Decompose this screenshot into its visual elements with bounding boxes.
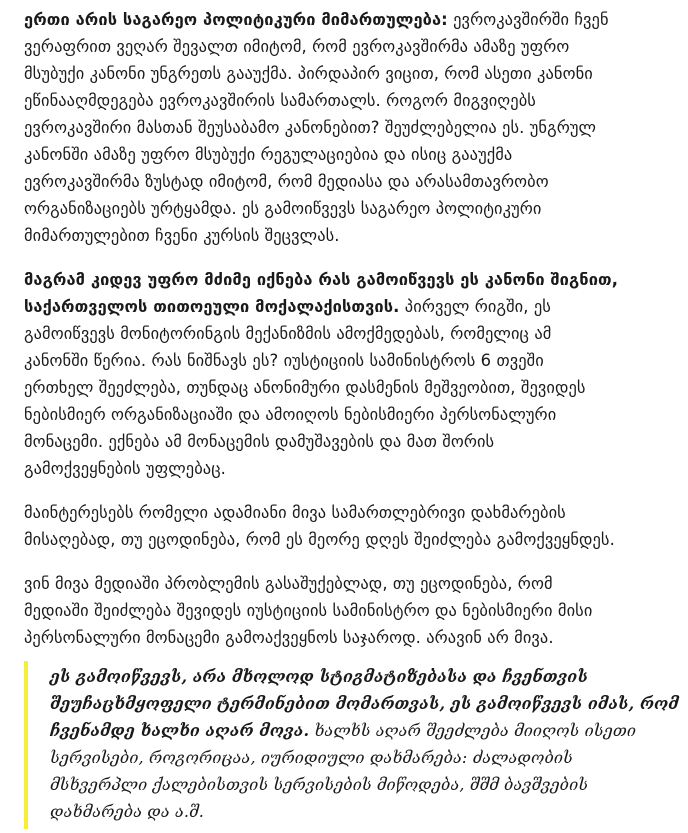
text-line [24, 33, 664, 60]
line-text: კანონში წერია. რას ნიშნავს ეს? იუსტიციის სამინისტროს 6 თვეში [24, 351, 544, 370]
text-line [50, 717, 664, 744]
text-line [24, 195, 664, 222]
line-text: მისაღებად, თუ ეცოდინება, რომ ეს მეორე დღეს შეიძლება გამოქვეყნდეს. [24, 530, 615, 549]
text-line [24, 455, 664, 482]
paragraph-4 [24, 570, 664, 651]
text-line [50, 771, 664, 798]
text-line [24, 401, 664, 428]
text-line [24, 347, 664, 374]
line-text: მსუბუქი კანონი უნგრეთს გააუქმა. პირდაპირ ვიცით, რომ ასეთი კანონი [24, 64, 593, 83]
text-line [24, 597, 664, 624]
line-text: ევროკავშირი მასთან შეუსაბამო კანონებით? შეუძლებელია ეს. უნგრულ [24, 118, 597, 137]
line-text: მედიაში შეიძლება შევიდეს იუსტიციის სამინისტრო და ნებისმიერი მისი [24, 601, 593, 620]
text-line [50, 798, 664, 825]
paragraph-3 [24, 499, 664, 553]
bold-lead: ჩვენამდე ხალხი აღარ მოვა. [50, 721, 310, 740]
line-text: ეწინააღმდეგება ევროკავშირის სამართალს. როგორ მიგვიღებს [24, 91, 536, 110]
text-line [50, 690, 679, 717]
text-line [24, 428, 664, 455]
line-text: ვერაფრით ვეღარ შევალთ იმიტომ, რომ ევროკავშირმა ამაზე უფრო [24, 37, 570, 56]
blockquote [24, 661, 679, 829]
bold-lead: შეუჩაცხმყოფელი ტერმინებით მომართვას, ეს გამოიწვევს იმას, რომ [50, 694, 679, 713]
text-line [24, 293, 664, 320]
line-text: ვინ მივა მედიაში პრობლემის გასაშუქებლად, თუ ეცოდინება, რომ [24, 574, 553, 593]
text-line [50, 744, 664, 771]
text-line [24, 499, 664, 526]
text-line [24, 222, 664, 249]
text-line [24, 526, 664, 553]
line-text: პერსონალური მონაცემი გამოაქვეყნოს საჯაროდ. არავინ არ მივა. [24, 628, 554, 647]
text-line [24, 60, 664, 87]
line-text: ევროკავშირმა ზუსტად იმიტომ, რომ მედიასა და არასამთავრობო [24, 172, 549, 191]
text-line [24, 87, 664, 114]
paragraph-1 [24, 6, 664, 249]
text-line [24, 6, 664, 33]
line-text: ნებისმიერ ორგანიზაციაში და ამოიღოს ნებისმიერი პერსონალური [24, 405, 557, 424]
line-text: მაინტერესებს რომელი ადამიანი მივა სამართლებრივი დახმარების [24, 503, 566, 522]
bold-lead: ეს გამოიწვევს, არა მხოლოდ სტიგმატიზებასა და ჩვენთვის [50, 667, 588, 686]
text-line [24, 374, 664, 401]
text-line [24, 114, 664, 141]
bold-lead: მაგრამ კიდევ უფრო მძიმე იქნება რას გამოიწვევს ეს კანონი შიგნით, [24, 270, 619, 289]
quote-paragraph [50, 663, 679, 825]
text-line [24, 624, 664, 651]
line-text: ორგანიზაციებს ურტყამდა. ეს გამოიწვევს საგარეო პოლიტიკური [24, 199, 542, 218]
line-text: მსხვერპლი ქალებისთვის სერვისების მიწოდება, შშმ ბავშვების [50, 775, 589, 794]
line-text: ერთხელ შეეძლება, თუნდაც ანონიმური დასმენის მეშვეობით, შევიდეს [24, 378, 586, 397]
line-text: მიმართულებით ჩვენი კურსის შეცვლას. [24, 226, 340, 245]
line-text: გამოქვეყნების უფლებაც. [24, 459, 226, 478]
text-line [24, 266, 664, 293]
line-text: ხალხს აღარ შეეძლება მიიღოს ისეთი [309, 721, 637, 740]
line-text: სერვისები, როგორიცაა, იურიდიული დახმარება: ძალადობის [50, 748, 573, 767]
article-body [24, 6, 664, 668]
paragraph-2 [24, 266, 664, 482]
line-text: პირველ რიგში, ეს [399, 297, 551, 316]
text-line [24, 320, 664, 347]
text-line [50, 663, 664, 690]
text-line [24, 570, 664, 597]
line-text: დახმარება და ა.შ. [50, 802, 204, 821]
text-line [24, 168, 664, 195]
text-line [24, 141, 664, 168]
line-text: მონაცემი. ექნება ამ მონაცემის დამუშავების და მათ შორის [24, 432, 495, 451]
line-text: ევროკავშირში ჩვენ [447, 10, 609, 29]
bold-lead: საქართველოს თითოეული მოქალაქისთვის. [24, 297, 400, 316]
bold-lead: ერთი არის საგარეო პოლიტიკური მიმართულება: [24, 10, 448, 29]
line-text: კანონში ამაზე უფრო მსუბუქი რეგულაციებია და ისიც გააუქმა [24, 145, 513, 164]
line-text: გამოიწვევს მონიტორინგის მექანიზმის ამოქმედებას, რომელიც ამ [24, 324, 552, 343]
